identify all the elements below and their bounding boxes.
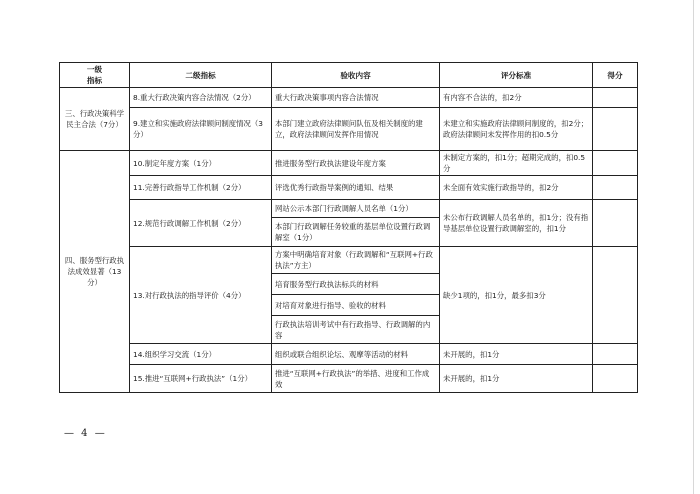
evaluation-table xyxy=(59,62,638,393)
row12-content-2: 本部门行政调解任务较重的基层单位设置行政调解室（1分） xyxy=(272,218,440,247)
row14-level2: 14.组织学习交流（1分） xyxy=(130,344,272,365)
row8-level2: 8.重大行政决策内容合法情况（2分） xyxy=(130,88,272,108)
row10-level2: 10.制定年度方案（1分） xyxy=(130,151,272,176)
row9-score xyxy=(593,108,638,151)
row10-criteria: 未制定方案的，扣1分；超期完成的，扣0.5分 xyxy=(440,151,593,176)
page-number: — 4 — xyxy=(64,428,107,439)
row14-score xyxy=(593,344,638,365)
table-header-row xyxy=(60,63,638,88)
row14-criteria: 未开展的，扣1分 xyxy=(440,344,593,365)
row8-criteria: 有内容不合法的，扣2分 xyxy=(440,88,593,108)
row10-score xyxy=(593,151,638,176)
row13-criteria: 缺少1项的，扣1分，最多扣3分 xyxy=(440,247,593,344)
row11-content: 评选优秀行政指导案例的通知、结果 xyxy=(272,176,440,200)
page-edge xyxy=(693,0,694,494)
header-content: 验收内容 xyxy=(272,63,440,88)
row15-criteria: 未开展的，扣1分 xyxy=(440,365,593,393)
table-row xyxy=(60,247,638,274)
table-row xyxy=(60,344,638,365)
table-row xyxy=(60,88,638,108)
row15-level2: 15.推进“互联网+行政执法”（1分） xyxy=(130,365,272,393)
row13-content-2: 培育服务型行政执法标兵的材料 xyxy=(272,274,440,295)
row9-level2: 9.建立和实施政府法律顾问制度情况（3分） xyxy=(130,108,272,151)
row13-content-3: 对培育对象进行指导、验收的材料 xyxy=(272,295,440,316)
header-score: 得分 xyxy=(593,63,638,88)
row12-criteria: 未公布行政调解人员名单的，扣1分；没有指导基层单位设置行政调解室的，扣1分 xyxy=(440,200,593,247)
row11-level2: 11.完善行政指导工作机制（2分） xyxy=(130,176,272,200)
row9-content: 本部门建立政府法律顾问队伍及相关制度的建立，政府法律顾问发挥作用情况 xyxy=(272,108,440,151)
row13-score xyxy=(593,247,638,344)
header-level2: 二级指标 xyxy=(130,63,272,88)
row10-content: 推进服务型行政执法建设年度方案 xyxy=(272,151,440,176)
row8-content: 重大行政决策事项内容合法情况 xyxy=(272,88,440,108)
row13-level2: 13.对行政执法的指导评价（4分） xyxy=(130,247,272,344)
row9-criteria: 未建立和实施政府法律顾问制度的，扣2分；政府法律顾问未发挥作用的扣0.5分 xyxy=(440,108,593,151)
row12-level2: 12.规范行政调解工作机制（2分） xyxy=(130,200,272,247)
row12-score xyxy=(593,200,638,247)
section4-level1: 四、服务型行政执法成效显著（13分） xyxy=(60,151,130,393)
row14-content: 组织或联合组织论坛、观摩等活动的材料 xyxy=(272,344,440,365)
table-row xyxy=(60,108,638,151)
table-row xyxy=(60,151,638,176)
table-row xyxy=(60,365,638,393)
section3-level1: 三、行政决策科学民主合法（7分） xyxy=(60,88,130,151)
table-row xyxy=(60,200,638,218)
row11-score xyxy=(593,176,638,200)
row15-content: 推进“互联网+行政执法”的举措、进度和工作成效 xyxy=(272,365,440,393)
row12-content-1: 网站公示本部门行政调解人员名单（1分） xyxy=(272,200,440,218)
row11-criteria: 未全面有效实施行政指导的，扣2分 xyxy=(440,176,593,200)
row13-content-4: 行政执法培训考试中有行政指导、行政调解的内容 xyxy=(272,316,440,344)
header-criteria: 评分标准 xyxy=(440,63,593,88)
header-level1: 一级 指标 xyxy=(60,63,130,88)
table-row xyxy=(60,176,638,200)
row13-content-1: 方案中明确培育对象（行政调解和“互联网+行政执法”方主） xyxy=(272,247,440,274)
row15-score xyxy=(593,365,638,393)
row8-score xyxy=(593,88,638,108)
